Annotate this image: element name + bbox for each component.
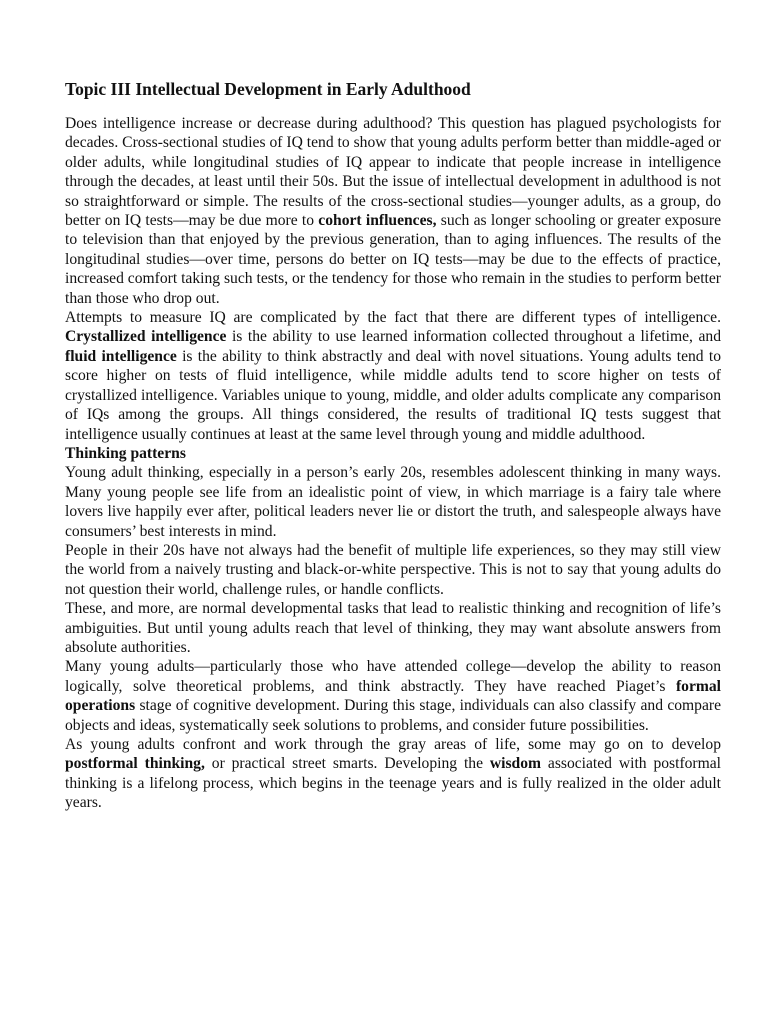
text-span: As young adults confront and work through the gray areas of life, some may go on to develop xyxy=(65,736,721,753)
paragraph-formal-operations xyxy=(65,657,721,735)
text-span: stage of cognitive development. During this stage, individuals can also classify and compare objects and ideas, systematically seek solutions to problems, and consider future possibilities. xyxy=(65,697,721,734)
section-heading-thinking-patterns: Thinking patterns xyxy=(65,444,186,462)
term-crystallized-intelligence: Crystallized intelligence xyxy=(65,328,227,346)
document-page xyxy=(65,78,721,813)
paragraph-developmental-tasks: These, and more, are normal developmental tasks that lead to realistic thinking and recognition of life’s ambiguities. But until young adults reach that level of thinking, they may want absolute answers from absolute authorities. xyxy=(65,600,721,656)
text-span: is the ability to use learned information collected throughout a lifetime, and xyxy=(226,328,721,346)
term-cohort-influences: cohort influences, xyxy=(318,212,437,230)
paragraph-iq-studies xyxy=(65,114,721,308)
paragraph-postformal-thinking xyxy=(65,735,721,813)
document-title: Topic III Intellectual Development in Early Adulthood xyxy=(65,79,471,99)
term-wisdom: wisdom xyxy=(489,755,542,773)
text-span: is the ability to think abstractly and deal with novel situations. Young adults tend to score higher on tests of fluid intelligence, while middle adults tend to score higher on tests of crystallized intelligence. Variables unique to young, middle, and older adults complicate any comparison of IQs among the groups. All things considered, the results of traditional IQ tests suggest that intelligence usually continues at least at the same level through young and middle adulthood. xyxy=(65,347,722,443)
term-postformal-thinking: postformal thinking, xyxy=(65,755,205,773)
text-span: Many young adults—particularly those who have attended college—develop the ability to reason logically, solve theoretical problems, and think abstractly. They have reached Piaget’s xyxy=(65,658,721,695)
paragraph-life-experiences: People in their 20s have not always had the benefit of multiple life experiences, so they may still view the world from a naively trusting and black-or-white perspective. This is not to say that young adults do not question their world, challenge rules, or handle conflicts. xyxy=(65,541,721,598)
text-span: Attempts to measure IQ are complicated by the fact that there are different types of intelligence. xyxy=(65,309,721,327)
text-span: or practical street smarts. Developing the xyxy=(204,755,490,773)
term-formal-operations: formal operations xyxy=(65,677,721,715)
term-fluid-intelligence: fluid intelligence xyxy=(65,347,177,365)
text-span: Does intelligence increase or decrease during adulthood? This question has plagued psychologists for decades. Cross-sectional studies of IQ tend to show that young adults perform better than middle-aged or older adults, while longitudinal studies of IQ appear to indicate that people increase in intelligence through the decades, at least until their 50s. But the issue of intellectual development in adulthood is not so straightforward or simple. The results of the cross-sectional studies—younger adults, as a group, do better on IQ tests—may be due more to xyxy=(65,115,721,230)
text-span: associated with postformal thinking is a lifelong process, which begins in the teenage years and is fully realized in the older adult years. xyxy=(65,755,722,812)
paragraph-types-of-intelligence xyxy=(65,308,721,444)
paragraph-young-adult-thinking: Young adult thinking, especially in a person’s early 20s, resembles adolescent thinking in many ways. Many young people see life from an idealistic point of view, in which marriage is a fairy tale where lovers live happily ever after, political leaders never lie or distort the truth, and salespeople always have consumers’ best interests in mind. xyxy=(65,464,721,540)
text-span: such as longer schooling or greater exposure to television than that enjoyed by the previous generation, than to aging influences. The results of the longitudinal studies—over time, persons do better on IQ tests—may be due to the effects of practice, increased comfort taking such tests, or the tendency for those who remain in the studies to perform better than those who drop out. xyxy=(65,212,721,307)
